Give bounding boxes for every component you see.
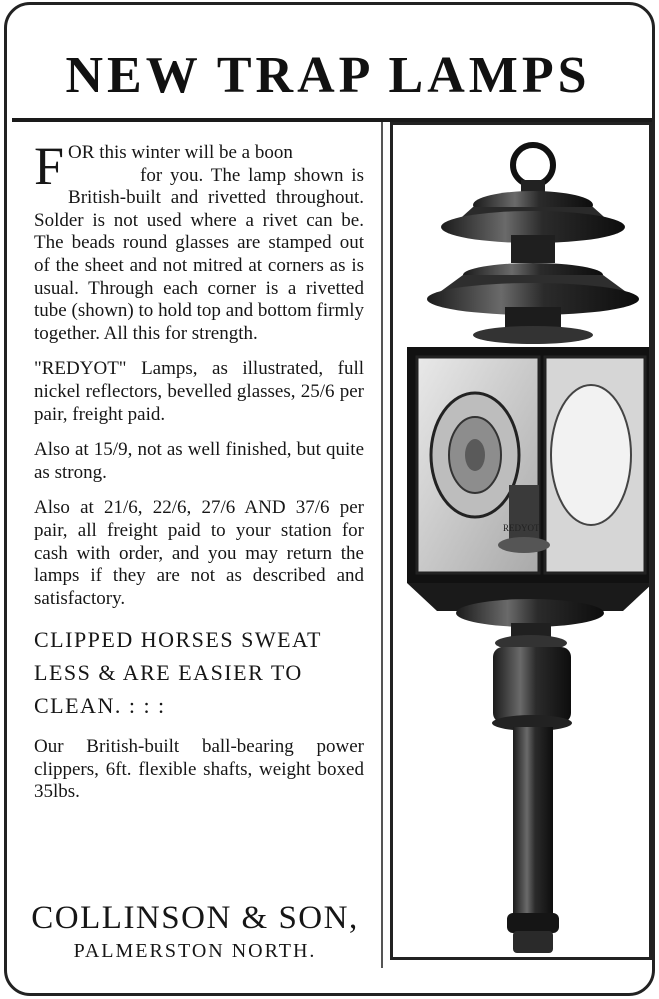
- clippers-heading: CLIPPED HORSES SWEAT LESS & ARE EASIER TO CLEAN. : : :: [34, 627, 322, 719]
- advert-body: [34, 136, 364, 817]
- advert-title: NEW TRAP LAMPS: [65, 47, 591, 104]
- carriage-lamp-icon: [393, 125, 649, 957]
- firm-town: PALMERSTON NORTH.: [73, 940, 317, 962]
- intro-second-line: for you.: [140, 164, 204, 186]
- intro-first-line: OR this winter will be a boon: [68, 142, 293, 163]
- drop-cap: F: [34, 136, 65, 196]
- redyot-paragraph: "REDYOT" Lamps, as illustrated, full nickel reflectors, bevelled glasses, 25/6 per pair, freight paid.: [34, 358, 364, 425]
- clippers-paragraph: Our British-built ball-bearing power clippers, 6ft. flexible shafts, weight boxed 35lbs.: [34, 736, 364, 803]
- firm-name: COLLINSON & SON,: [31, 900, 359, 936]
- column-divider: [381, 122, 383, 968]
- price-paragraph-1: Also at 15/9, not as well finished, but quite as strong.: [34, 439, 364, 483]
- lamp-label: REDYOT: [503, 523, 540, 533]
- price-paragraph-2: Also at 21/6, 22/6, 27/6 AND 37/6 per pair, all freight paid to your station for cash with order, and you may return the lamps if they are not as described and satisfactory.: [34, 497, 364, 609]
- intro-paragraph: [34, 136, 364, 345]
- lamp-illustration: [390, 122, 652, 960]
- intro-text: The lamp shown is British-built and rivetted throughout. Solder is not used where a rivet can be. The beads round glasses are stamped out of the sheet and not mitred at corners as is usual. Through each corner is a rivetted tube (shown) to hold top and bottom firmly together. All this for strength.: [34, 164, 364, 344]
